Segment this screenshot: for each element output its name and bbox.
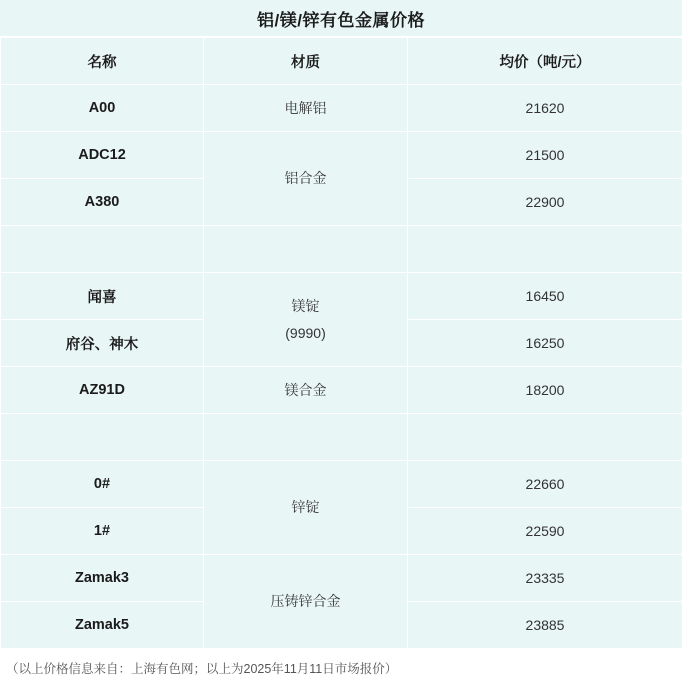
material-line: 压铸锌合金: [270, 593, 341, 610]
table-header: [1, 38, 682, 85]
cell-name: 1#: [1, 508, 204, 555]
cell-price: 22900: [408, 179, 682, 226]
cell-price: 22660: [408, 461, 682, 508]
spacer-cell: [1, 226, 204, 273]
table-row: [1, 273, 682, 320]
material-line: 镁锭: [291, 297, 320, 314]
cell-name: ADC12: [1, 132, 204, 179]
table-header-row: [1, 38, 682, 85]
spacer-cell: [408, 414, 682, 461]
table-row: [1, 461, 682, 508]
column-header-price: 均价（吨/元）: [408, 38, 682, 85]
cell-price: 16250: [408, 320, 682, 367]
page-title: 铝/镁/锌有色金属价格: [257, 10, 425, 30]
cell-name: 闻喜: [1, 273, 204, 320]
column-header-material: 材质: [204, 38, 408, 85]
cell-price: 22590: [408, 508, 682, 555]
cell-price: 23335: [408, 555, 682, 602]
cell-material: [204, 555, 408, 649]
table-row: [1, 85, 682, 132]
cell-name: A00: [1, 85, 204, 132]
table-row: [1, 555, 682, 602]
spacer-cell: [408, 226, 682, 273]
cell-material: [204, 273, 408, 367]
cell-material: [204, 85, 408, 132]
spacer-cell: [204, 414, 408, 461]
source-footnote: （以上价格信息来自：上海有色网；以上为2025年11月11日市场报价）: [0, 649, 682, 677]
cell-material: [204, 461, 408, 555]
metal-price-table: [0, 37, 682, 649]
spacer-cell: [1, 414, 204, 461]
table-row: [1, 132, 682, 179]
cell-price: 23885: [408, 602, 682, 649]
table-body: [1, 85, 682, 649]
cell-name: A380: [1, 179, 204, 226]
material-line: 锌锭: [291, 499, 320, 516]
material-line: 铝合金: [284, 170, 327, 187]
material-line: 电解铝: [284, 99, 327, 116]
cell-price: 21500: [408, 132, 682, 179]
cell-name: 府谷、神木: [1, 320, 204, 367]
cell-name: 0#: [1, 461, 204, 508]
cell-price: 16450: [408, 273, 682, 320]
spacer-cell: [204, 226, 408, 273]
sheet-title-row: [0, 0, 682, 37]
cell-material: [204, 132, 408, 226]
cell-price: 18200: [408, 367, 682, 414]
cell-name: AZ91D: [1, 367, 204, 414]
spacer-row: [1, 414, 682, 461]
cell-name: Zamak3: [1, 555, 204, 602]
table-row: [1, 367, 682, 414]
spacer-row: [1, 226, 682, 273]
cell-name: Zamak5: [1, 602, 204, 649]
column-header-name: 名称: [1, 38, 204, 85]
material-line-secondary: (9990): [285, 324, 326, 341]
material-line: 镁合金: [284, 381, 327, 398]
cell-price: 21620: [408, 85, 682, 132]
cell-material: [204, 367, 408, 414]
